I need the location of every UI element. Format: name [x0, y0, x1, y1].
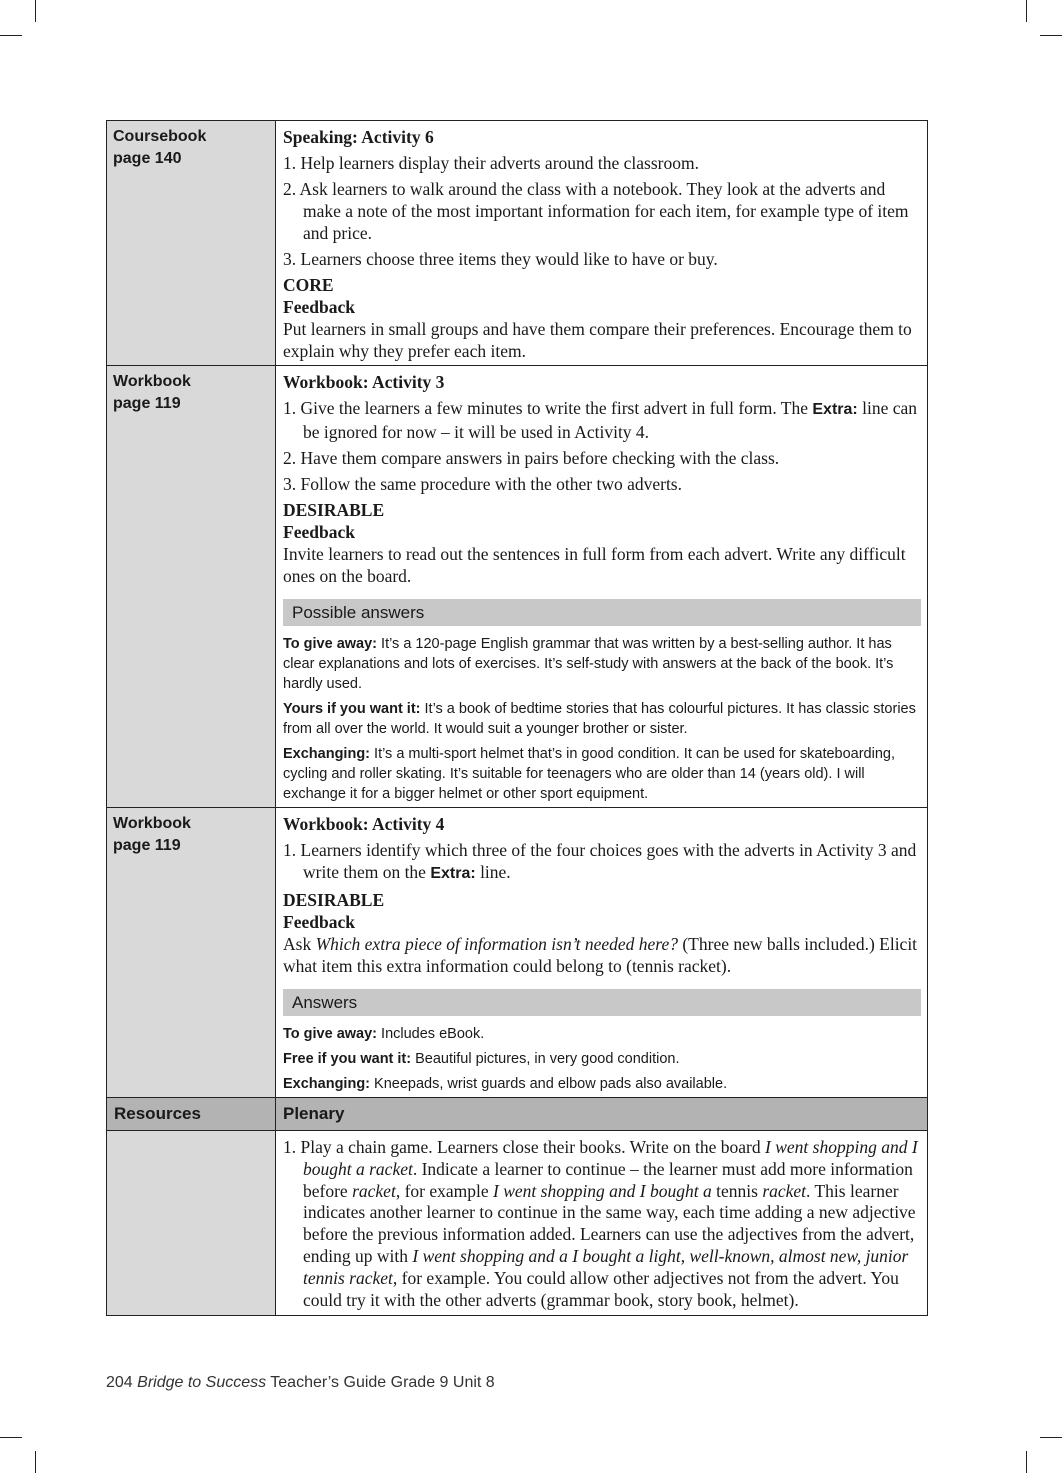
- table-row: [107, 121, 928, 366]
- answer-item: [283, 1074, 921, 1094]
- plenary-text: . Indicate a learner to continue – the learner must add more information before: [303, 1158, 913, 1201]
- level-label: DESIRABLE: [283, 890, 385, 910]
- reference-book: Coursebook: [113, 128, 207, 145]
- activity-heading: Workbook: Activity 4: [283, 814, 445, 834]
- resources-empty-cell: [107, 1131, 276, 1316]
- level-label: CORE: [283, 275, 334, 295]
- step-item: 2. Have them compare answers in pairs before checking with the class.: [283, 448, 780, 468]
- plenary-text: , for example: [395, 1180, 493, 1201]
- answer-label: Exchanging:: [283, 746, 371, 762]
- step-text: 1. Give the learners a few minutes to write the first advert in full form. The: [283, 398, 813, 418]
- level-label: DESIRABLE: [283, 500, 385, 520]
- table-row: [107, 366, 928, 808]
- crop-mark-bottom-right-v: [1026, 1451, 1027, 1473]
- answer-item: [283, 699, 921, 739]
- answer-item: [283, 1024, 921, 1044]
- answer-item: [283, 1049, 921, 1069]
- plenary-italic: racket: [352, 1180, 396, 1201]
- step-text: 1. Learners identify which three of the four choices goes with the adverts in Activity 3 and write them on the: [283, 840, 917, 882]
- step-item: [283, 839, 921, 885]
- answer-label: To give away:: [283, 1026, 378, 1042]
- feedback-text-part: (Three new balls included.) Elicit what item this extra information could belong to (tennis racket).: [283, 934, 918, 976]
- step-list: [283, 1137, 921, 1311]
- extra-keyword: Extra:: [430, 865, 476, 882]
- plenary-italic: I went shopping and I bought a: [493, 1180, 712, 1201]
- plenary-label: Plenary: [276, 1098, 928, 1131]
- plenary-row: [107, 1131, 928, 1316]
- plenary-text: , for example. You could allow other adjectives not from the advert. You could try it with the other adverts (grammar book, story book, helmet).: [303, 1267, 899, 1310]
- lesson-plan-table: [106, 120, 928, 1316]
- reference-page: page 119: [113, 395, 181, 412]
- activity-heading: Workbook: Activity 3: [283, 372, 445, 392]
- answer-label: Yours if you want it:: [283, 701, 421, 717]
- feedback-label: Feedback: [283, 297, 355, 317]
- feedback-text: Invite learners to read out the sentences in full form from each advert. Write any difficult ones on the board.: [283, 544, 906, 586]
- plenary-italic: I went shopping and I bought a racket: [303, 1137, 918, 1179]
- page-number: 204: [106, 1374, 133, 1391]
- step-text: line can be ignored for now – it will be used in Activity 4.: [303, 398, 918, 442]
- answer-text: Beautiful pictures, in very good condition.: [411, 1051, 680, 1067]
- plenary-text: 1. Play a chain game. Learners close their books. Write on the board: [283, 1137, 766, 1157]
- plenary-cell: [276, 1131, 928, 1316]
- reference-book: Workbook: [113, 815, 191, 832]
- feedback-text: [283, 933, 921, 977]
- reference-cell: [107, 808, 276, 1098]
- page-footer: [106, 1374, 495, 1392]
- reference-page: page 119: [113, 837, 181, 854]
- step-item: 3. Follow the same procedure with the other two adverts.: [283, 474, 682, 494]
- plenary-italic: I went shopping and a I bought a light, well-known, almost new, junior tennis racket: [303, 1245, 909, 1288]
- resources-header-row: [107, 1098, 928, 1131]
- plenary-step: [283, 1137, 921, 1311]
- crop-mark-bottom-right-h: [1040, 1437, 1062, 1438]
- answer-text: Kneepads, wrist guards and elbow pads also available.: [370, 1076, 728, 1092]
- crop-mark-top-right-v: [1026, 0, 1027, 22]
- step-item: 1. Help learners display their adverts around the classroom.: [283, 153, 699, 173]
- feedback-text: Put learners in small groups and have them compare their preferences. Encourage them to explain why they prefer each item.: [283, 319, 912, 361]
- feedback-label: Feedback: [283, 522, 355, 542]
- answer-label: To give away:: [283, 636, 378, 652]
- feedback-text-part: Ask: [283, 934, 316, 954]
- answer-item: [283, 744, 921, 804]
- resources-label: Resources: [107, 1098, 276, 1131]
- plenary-text: . This learner indicates another learner to continue in the same way, each time adding a new adjective before the previous information added. Learners can use the adjectives from the advert, ending up with: [303, 1180, 916, 1266]
- answers-box-title: Possible answers: [283, 599, 921, 626]
- table-row: [107, 808, 928, 1098]
- answer-text: It’s a multi-sport helmet that’s in good condition. It can be used for skateboarding, cycling and roller skating. It’s suitable for teenagers who are older than 14 (years old). I will exchange it for a bigger helmet or other sport equipment.: [283, 746, 896, 802]
- feedback-label: Feedback: [283, 912, 355, 932]
- reference-book: Workbook: [113, 373, 191, 390]
- activity-cell: [276, 808, 928, 1098]
- step-item: 3. Learners choose three items they would like to have or buy.: [283, 249, 718, 269]
- feedback-question: Which extra piece of information isn’t needed here?: [315, 934, 678, 954]
- crop-mark-bottom-left-v: [35, 1451, 36, 1473]
- crop-mark-top-left-h: [0, 35, 22, 36]
- crop-mark-top-left-v: [35, 0, 36, 22]
- plenary-italic: racket: [762, 1180, 807, 1201]
- answer-text: It’s a 120-page English grammar that was written by a best-selling author. It has clear explanations and lots of exercises. It’s self-study with answers at the back of the book. It’s hardly used.: [283, 636, 894, 692]
- book-title: Bridge to Success: [137, 1374, 267, 1391]
- step-list: [283, 397, 921, 495]
- footer-text: Teacher’s Guide Grade 9 Unit 8: [266, 1374, 495, 1391]
- step-item: 2. Ask learners to walk around the class with a notebook. They look at the adverts and make a note of the most important information for each item, for example type of item and price.: [283, 179, 909, 243]
- step-item: [283, 397, 921, 443]
- answer-text: It’s a book of bedtime stories that has colourful pictures. It has classic stories from all over the world. It would suit a younger brother or sister.: [283, 701, 916, 737]
- crop-mark-bottom-left-h: [0, 1437, 22, 1438]
- crop-mark-top-right-h: [1040, 35, 1062, 36]
- activity-cell: [276, 366, 928, 808]
- reference-page: page 140: [113, 150, 182, 167]
- step-text: line.: [475, 862, 511, 882]
- step-list: [283, 839, 921, 885]
- activity-heading: Speaking: Activity 6: [283, 127, 434, 147]
- reference-cell: [107, 121, 276, 366]
- reference-cell: [107, 366, 276, 808]
- answers-box-title: Answers: [283, 989, 921, 1016]
- answer-label: Free if you want it:: [283, 1051, 412, 1067]
- answer-text: Includes eBook.: [377, 1026, 485, 1042]
- extra-keyword: Extra:: [812, 401, 858, 418]
- activity-cell: [276, 121, 928, 366]
- answer-label: Exchanging:: [283, 1076, 371, 1092]
- answer-item: [283, 634, 921, 694]
- step-list: [283, 152, 921, 270]
- plenary-text: tennis: [711, 1180, 763, 1201]
